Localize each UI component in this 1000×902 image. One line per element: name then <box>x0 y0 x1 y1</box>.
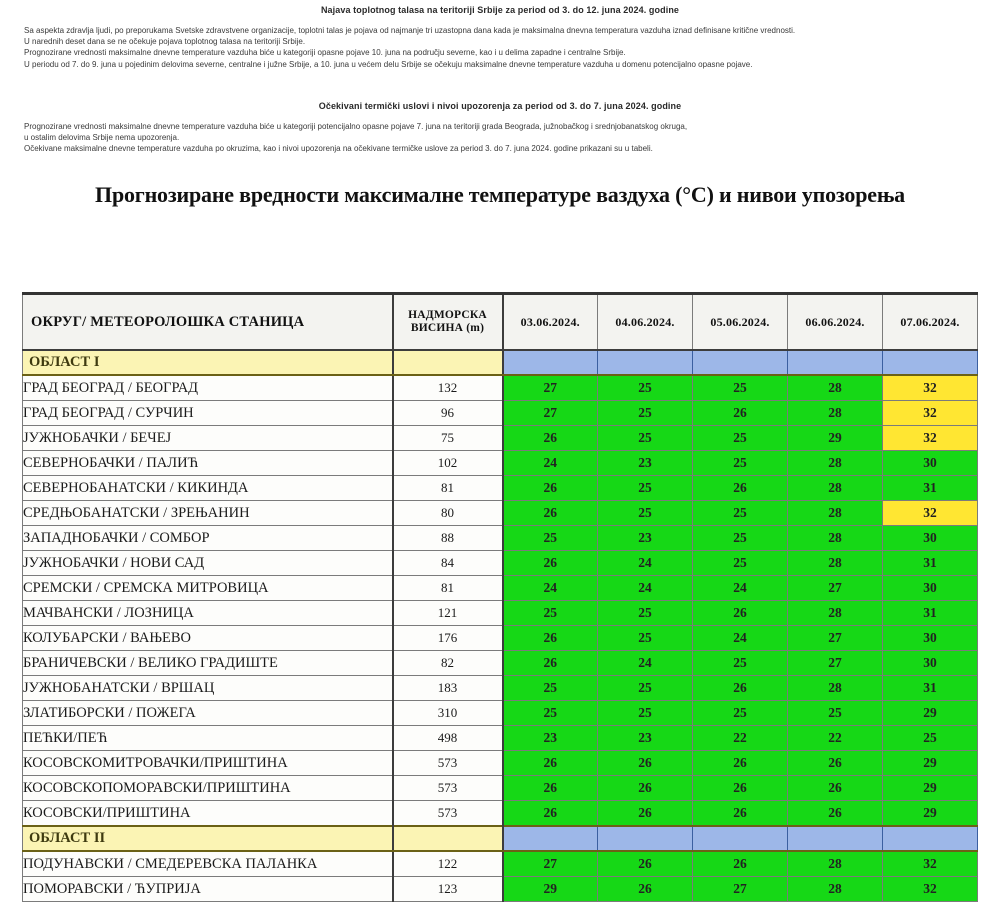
section-spacer-cell <box>693 350 788 375</box>
station-name: ПЕЋКИ/ПЕЋ <box>23 726 393 751</box>
table-row <box>23 776 978 801</box>
temperature-cell: 26 <box>788 776 883 801</box>
temperature-cell: 23 <box>503 726 598 751</box>
temperature-cell: 25 <box>598 426 693 451</box>
temperature-cell: 22 <box>693 726 788 751</box>
temperature-cell: 25 <box>693 501 788 526</box>
section-spacer-cell <box>883 826 978 851</box>
station-altitude: 82 <box>393 651 503 676</box>
temperature-cell: 26 <box>503 551 598 576</box>
temperature-cell: 29 <box>883 801 978 827</box>
temperature-cell: 28 <box>788 551 883 576</box>
temperature-cell: 24 <box>693 576 788 601</box>
notice-title-thermal-conditions: Očekivani termički uslovi i nivoi upozorenja za period od 3. do 7. juna 2024. godine <box>318 100 682 111</box>
forecast-table <box>22 292 978 902</box>
temperature-cell: 26 <box>503 501 598 526</box>
page-title: Прогнозиране вредности максималне температуре ваздуха (°C) и нивои упозорења <box>95 182 905 208</box>
station-name: ПОМОРАВСКИ / ЋУПРИЈА <box>23 877 393 902</box>
station-name: ЗАПАДНОБАЧКИ / СОМБОР <box>23 526 393 551</box>
station-name: КОСОВСКОПОМОРАВСКИ/ПРИШТИНА <box>23 776 393 801</box>
station-name: ЈУЖНОБАЧКИ / БЕЧЕЈ <box>23 426 393 451</box>
table-row <box>23 701 978 726</box>
station-altitude: 88 <box>393 526 503 551</box>
temperature-cell: 26 <box>598 877 693 902</box>
forecast-table-container <box>22 292 978 902</box>
station-name: СЕВЕРНОБАЧКИ / ПАЛИЋ <box>23 451 393 476</box>
station-name: ГРАД БЕОГРАД / БЕОГРАД <box>23 375 393 401</box>
temperature-cell: 24 <box>503 576 598 601</box>
section-label: ОБЛАСТ I <box>23 350 393 375</box>
column-header-date-5: 07.06.2024. <box>883 294 978 351</box>
station-altitude: 81 <box>393 576 503 601</box>
table-row <box>23 601 978 626</box>
temperature-cell: 26 <box>788 751 883 776</box>
temperature-cell: 26 <box>503 776 598 801</box>
temperature-cell: 32 <box>883 851 978 877</box>
table-row <box>23 626 978 651</box>
temperature-cell: 25 <box>598 601 693 626</box>
temperature-cell: 26 <box>503 751 598 776</box>
station-altitude: 102 <box>393 451 503 476</box>
station-altitude: 573 <box>393 776 503 801</box>
table-section-row <box>23 826 978 851</box>
table-row <box>23 877 978 902</box>
temperature-cell: 26 <box>693 476 788 501</box>
temperature-cell: 28 <box>788 526 883 551</box>
temperature-cell: 25 <box>503 526 598 551</box>
temperature-cell: 25 <box>693 375 788 401</box>
table-row <box>23 651 978 676</box>
notice-body-thermal-conditions <box>24 112 976 155</box>
temperature-cell: 25 <box>598 676 693 701</box>
temperature-cell: 25 <box>503 601 598 626</box>
temperature-cell: 26 <box>503 651 598 676</box>
table-row <box>23 451 978 476</box>
table-row <box>23 726 978 751</box>
table-section-row <box>23 350 978 375</box>
temperature-cell: 27 <box>503 375 598 401</box>
temperature-cell: 25 <box>693 451 788 476</box>
temperature-cell: 29 <box>883 701 978 726</box>
temperature-cell: 26 <box>693 851 788 877</box>
column-header-date-4: 06.06.2024. <box>788 294 883 351</box>
section-spacer-cell <box>598 826 693 851</box>
temperature-cell: 26 <box>693 401 788 426</box>
station-altitude: 122 <box>393 851 503 877</box>
notice-paragraph: Prognozirane vrednosti maksimalne dnevne temperature vazduha biće u kategoriji potencijalno opasne pojave 7. juna na teritoriji grada Beograda, južnobačkog i srednjobanatskog okruga, <box>24 121 688 131</box>
temperature-cell: 25 <box>788 701 883 726</box>
station-altitude <box>393 826 503 851</box>
station-name: ЗЛАТИБОРСКИ / ПОЖЕГА <box>23 701 393 726</box>
temperature-cell: 28 <box>788 476 883 501</box>
notice-paragraph: U periodu od 7. do 9. juna u pojedinim delovima severne, centralne i južne Srbije, a 10. juna u većem delu Srbije se očekuju maksimalne dnevne temperature vazduha u domenu potencijalno opasne pojave. <box>24 59 753 69</box>
altitude-label-line2: ВИСИНА (m) <box>410 322 485 334</box>
temperature-cell: 22 <box>788 726 883 751</box>
temperature-cell: 27 <box>503 851 598 877</box>
temperature-cell: 25 <box>598 626 693 651</box>
temperature-cell: 26 <box>598 801 693 827</box>
notice-title-heatwave: Najava toplotnog talasa na teritoriji Srbije za period od 3. do 12. juna 2024. godine <box>320 5 680 15</box>
section-label: ОБЛАСТ II <box>23 826 393 851</box>
table-row <box>23 801 978 827</box>
temperature-cell: 32 <box>883 375 978 401</box>
temperature-cell: 25 <box>598 375 693 401</box>
table-row <box>23 551 978 576</box>
station-altitude: 183 <box>393 676 503 701</box>
table-row <box>23 426 978 451</box>
temperature-cell: 25 <box>693 701 788 726</box>
station-altitude: 96 <box>393 401 503 426</box>
table-row <box>23 851 978 877</box>
temperature-cell: 32 <box>883 426 978 451</box>
temperature-cell: 23 <box>598 726 693 751</box>
table-row <box>23 501 978 526</box>
column-header-date-1: 03.06.2024. <box>503 294 598 351</box>
temperature-cell: 27 <box>503 401 598 426</box>
temperature-cell: 26 <box>503 426 598 451</box>
station-altitude: 80 <box>393 501 503 526</box>
station-altitude: 121 <box>393 601 503 626</box>
temperature-cell: 24 <box>598 576 693 601</box>
temperature-cell: 23 <box>598 526 693 551</box>
table-header-row <box>23 294 978 351</box>
altitude-label-line1: НАДМОРСКА <box>408 309 487 321</box>
station-altitude <box>393 350 503 375</box>
section-spacer-cell <box>598 350 693 375</box>
station-name: ЈУЖНОБАЧКИ / НОВИ САД <box>23 551 393 576</box>
station-altitude: 132 <box>393 375 503 401</box>
temperature-cell: 26 <box>598 851 693 877</box>
station-altitude: 498 <box>393 726 503 751</box>
station-name: ПОДУНАВСКИ / СМЕДЕРЕВСКА ПАЛАНКА <box>23 851 393 877</box>
station-name: КОСОВСКИ/ПРИШТИНА <box>23 801 393 827</box>
temperature-cell: 32 <box>883 501 978 526</box>
temperature-cell: 27 <box>788 576 883 601</box>
temperature-cell: 29 <box>883 776 978 801</box>
temperature-cell: 31 <box>883 601 978 626</box>
temperature-cell: 28 <box>788 676 883 701</box>
temperature-cell: 28 <box>788 851 883 877</box>
temperature-cell: 26 <box>598 776 693 801</box>
column-header-date-2: 04.06.2024. <box>598 294 693 351</box>
temperature-cell: 25 <box>503 676 598 701</box>
notice-paragraph: Očekivane maksimalne dnevne temperature vazduha po okruzima, kao i nivoi upozorenja na očekivane termičke uslove za period 3. do 7. juna 2024. godine prikazani su u tabeli. <box>24 144 653 154</box>
temperature-cell: 26 <box>503 476 598 501</box>
station-name: ГРАД БЕОГРАД / СУРЧИН <box>23 401 393 426</box>
temperature-cell: 32 <box>883 401 978 426</box>
section-spacer-cell <box>788 350 883 375</box>
temperature-cell: 25 <box>883 726 978 751</box>
station-name: ЈУЖНОБАНАТСКИ / ВРШАЦ <box>23 676 393 701</box>
temperature-cell: 26 <box>598 751 693 776</box>
table-row <box>23 751 978 776</box>
temperature-cell: 25 <box>598 476 693 501</box>
temperature-cell: 25 <box>598 501 693 526</box>
temperature-cell: 27 <box>693 877 788 902</box>
temperature-cell: 30 <box>883 576 978 601</box>
temperature-cell: 24 <box>503 451 598 476</box>
notice-paragraph: u ostalim delovima Srbije nema upozorenja. <box>24 133 180 143</box>
notice-block-heatwave <box>0 0 1000 70</box>
temperature-cell: 31 <box>883 676 978 701</box>
temperature-cell: 30 <box>883 451 978 476</box>
temperature-cell: 28 <box>788 601 883 626</box>
temperature-cell: 23 <box>598 451 693 476</box>
table-row <box>23 526 978 551</box>
temperature-cell: 28 <box>788 877 883 902</box>
temperature-cell: 27 <box>788 651 883 676</box>
column-header-date-3: 05.06.2024. <box>693 294 788 351</box>
temperature-cell: 24 <box>598 551 693 576</box>
station-altitude: 573 <box>393 801 503 827</box>
temperature-cell: 29 <box>503 877 598 902</box>
station-altitude: 573 <box>393 751 503 776</box>
section-spacer-cell <box>503 826 598 851</box>
station-name: БРАНИЧЕВСКИ / ВЕЛИКО ГРАДИШТЕ <box>23 651 393 676</box>
section-spacer-cell <box>693 826 788 851</box>
temperature-cell: 26 <box>693 601 788 626</box>
table-row <box>23 476 978 501</box>
notice-body-heatwave <box>24 16 976 70</box>
column-header-station: ОКРУГ/ МЕТЕОРОЛОШКА СТАНИЦА <box>23 294 393 351</box>
notice-paragraph: Prognozirane vrednosti maksimalne dnevne temperature vazduha biće u kategoriji opasne pojave 10. juna na području severne, kao i u delima zapadne i centralne Srbije. <box>24 48 626 58</box>
temperature-cell: 29 <box>883 751 978 776</box>
station-altitude: 176 <box>393 626 503 651</box>
temperature-cell: 26 <box>693 676 788 701</box>
temperature-cell: 25 <box>693 551 788 576</box>
temperature-cell: 26 <box>503 626 598 651</box>
temperature-cell: 26 <box>788 801 883 827</box>
temperature-cell: 30 <box>883 626 978 651</box>
section-spacer-cell <box>788 826 883 851</box>
temperature-cell: 24 <box>598 651 693 676</box>
section-spacer-cell <box>883 350 978 375</box>
station-altitude: 123 <box>393 877 503 902</box>
station-name: СРЕМСКИ / СРЕМСКА МИТРОВИЦА <box>23 576 393 601</box>
station-altitude: 84 <box>393 551 503 576</box>
temperature-cell: 25 <box>693 651 788 676</box>
temperature-cell: 25 <box>598 701 693 726</box>
temperature-cell: 28 <box>788 451 883 476</box>
table-row <box>23 676 978 701</box>
table-row <box>23 576 978 601</box>
temperature-cell: 31 <box>883 476 978 501</box>
column-header-altitude <box>393 294 503 351</box>
table-row <box>23 401 978 426</box>
notice-paragraph: Sa aspekta zdravlja ljudi, po preporukama Svetske zdravstvene organizacije, toplotni talas je pojava od najmanje tri uzastopna dana kada je maksimalna dnevna temperatura vazduha iznad definisane kritične vrednosti. <box>24 26 796 35</box>
station-name: СРЕДЊОБАНАТСКИ / ЗРЕЊАНИН <box>23 501 393 526</box>
temperature-cell: 24 <box>693 626 788 651</box>
table-header <box>23 294 978 351</box>
notice-block-thermal-conditions <box>0 96 1000 155</box>
temperature-cell: 26 <box>693 751 788 776</box>
temperature-cell: 30 <box>883 526 978 551</box>
notice-paragraph: U narednih deset dana se ne očekuje pojava toplotnog talasa na teritoriji Srbije. <box>24 37 306 47</box>
station-altitude: 81 <box>393 476 503 501</box>
table-body <box>23 350 978 902</box>
temperature-cell: 27 <box>788 626 883 651</box>
station-altitude: 75 <box>393 426 503 451</box>
temperature-cell: 31 <box>883 551 978 576</box>
temperature-cell: 30 <box>883 651 978 676</box>
section-spacer-cell <box>503 350 598 375</box>
station-name: КОСОВСКОМИТРОВАЧКИ/ПРИШТИНА <box>23 751 393 776</box>
station-name: КОЛУБАРСКИ / ВАЊЕВО <box>23 626 393 651</box>
temperature-cell: 28 <box>788 375 883 401</box>
temperature-cell: 29 <box>788 426 883 451</box>
temperature-cell: 25 <box>503 701 598 726</box>
temperature-cell: 26 <box>503 801 598 827</box>
temperature-cell: 26 <box>693 801 788 827</box>
station-name: СЕВЕРНОБАНАТСКИ / КИКИНДА <box>23 476 393 501</box>
temperature-cell: 28 <box>788 501 883 526</box>
temperature-cell: 25 <box>693 526 788 551</box>
temperature-cell: 32 <box>883 877 978 902</box>
table-row <box>23 375 978 401</box>
temperature-cell: 25 <box>693 426 788 451</box>
temperature-cell: 26 <box>693 776 788 801</box>
station-name: МАЧВАНСКИ / ЛОЗНИЦА <box>23 601 393 626</box>
temperature-cell: 25 <box>598 401 693 426</box>
temperature-cell: 28 <box>788 401 883 426</box>
station-altitude: 310 <box>393 701 503 726</box>
